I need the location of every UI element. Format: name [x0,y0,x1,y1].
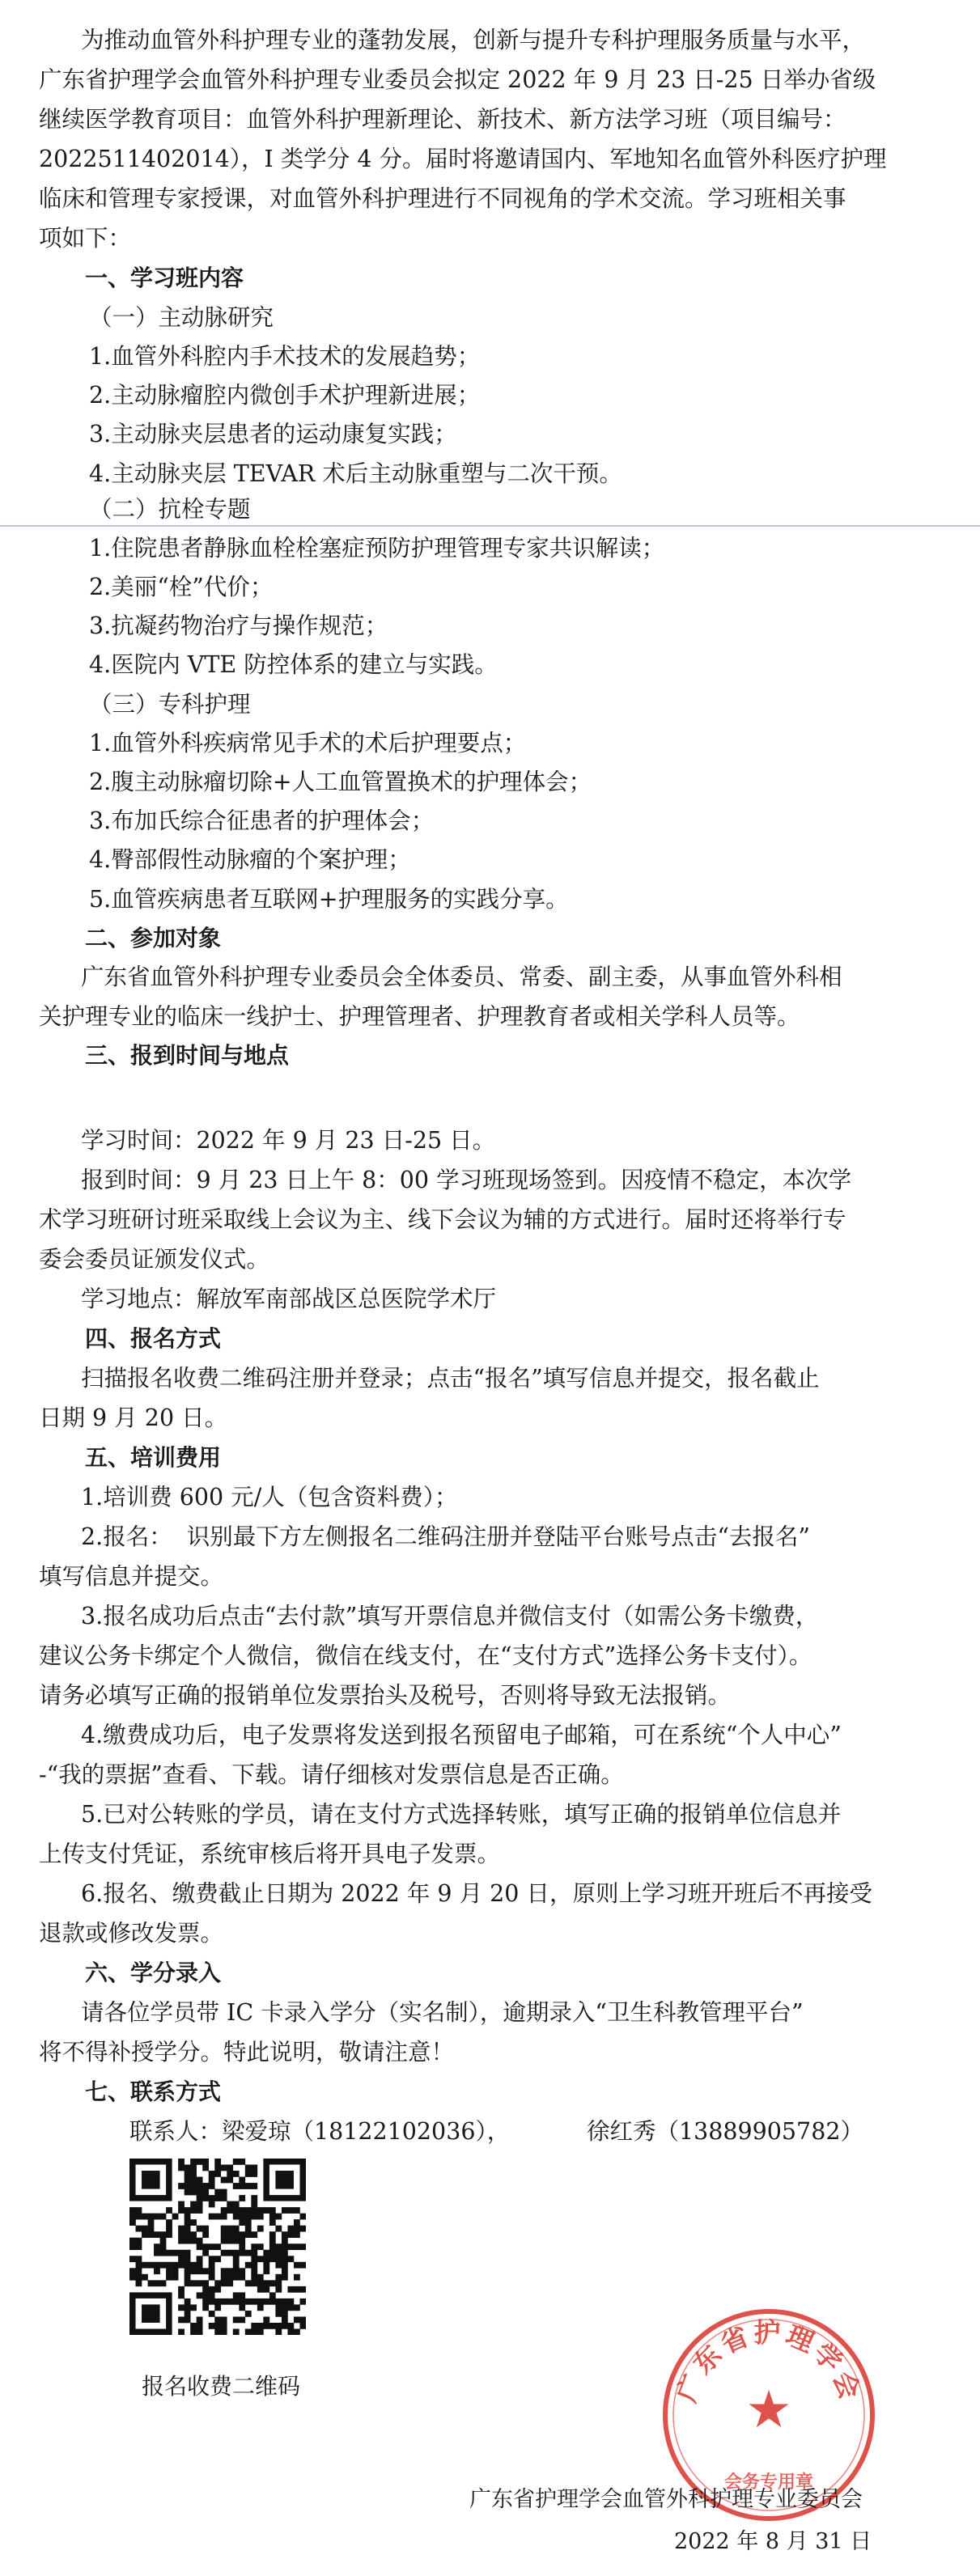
paragraph-line: 4.缴费成功后，电子发票将发送到报名预留电子邮箱，可在系统“个人中心” [81,1722,842,1748]
paragraph-line: 2.报名： 识别最下方左侧报名二维码注册并登陆平台账号点击“去报名” [81,1523,810,1550]
qr-label: 报名收费二维码 [142,2373,301,2400]
section-heading: 七、联系方式 [85,2078,222,2105]
paragraph-line: 请务必填写正确的报销单位发票抬头及税号，否则将导致无法报销。 [39,1682,732,1709]
paragraph-line: 将不得补授学分。特此说明，敬请注意！ [39,2039,455,2065]
paragraph-line: 日期 9 月 20 日。 [39,1405,228,1431]
contact-person-1: 联系人：梁爱琼（18122102036）， [129,2118,511,2145]
intro-line: 2022511402014），I 类学分 4 分。届时将邀请国内、军地知名血管外科医疗护理 [39,146,887,172]
paragraph-line: -“我的票据”查看、下载。请仔细核对发票信息是否正确。 [39,1761,624,1788]
seal-star-icon: ★ [745,2380,792,2440]
list-item: 3.布加氏综合征患者的护理体会； [89,807,435,834]
seal-subtitle: 会务专用章 [723,2472,814,2493]
subsection-heading: （二）抗栓专题 [89,496,251,523]
intro-line: 项如下： [39,225,132,252]
intro-line: 为推动血管外科护理专业的蓬勃发展，创新与提升专科护理服务质量与水平， [81,27,866,53]
list-item: 4.主动脉夹层 TEVAR 术后主动脉重塑与二次干预。 [89,460,622,487]
list-item: 2.美丽“栓”代价； [89,574,274,600]
paragraph-line: 退款或修改发票。 [39,1920,224,1947]
intro-line: 广东省护理学会血管外科护理专业委员会拟定 2022 年 9 月 23 日-25 日举办省级 [39,66,876,93]
paragraph-line: 建议公务卡绑定个人微信，微信在线支付，在“支付方式”选择公务卡支付）。 [39,1642,812,1669]
section-heading: 二、参加对象 [85,925,222,951]
fee-item: 1.培训费 600 元/人（包含资料费）； [81,1484,458,1510]
list-item: 1.血管外科腔内手术技术的发展趋势； [89,343,481,370]
intro-line: 临床和管理专家授课，对血管外科护理进行不同视角的学术交流。学习班相关事 [39,185,846,212]
paragraph-line: 上传支付凭证，系统审核后将开具电子发票。 [39,1841,501,1867]
paragraph-line: 委会委员证颁发仪式。 [39,1246,270,1273]
section-heading: 五、培训费用 [85,1444,222,1471]
intro-line: 继续医学教育项目：血管外科护理新理论、新技术、新方法学习班（项目编号： [39,106,846,133]
subsection-heading: （一）主动脉研究 [89,304,274,331]
paragraph-line: 报到时间：9 月 23 日上午 8：00 学习班现场签到。因疫情不稳定，本次学 [81,1167,852,1193]
seal-text: 广东省护理学会 [670,2316,868,2407]
subsection-heading: （三）专科护理 [89,691,251,718]
paragraph-line: 广东省血管外科护理专业委员会全体委员、常委、副主委，从事血管外科相 [81,964,842,990]
section-heading: 三、报到时间与地点 [85,1042,290,1069]
qr-finder-pattern [142,2304,160,2323]
qr-code-image [129,2159,306,2335]
section-heading: 一、学习班内容 [85,265,244,291]
signing-organization: 广东省护理学会血管外科护理专业委员会 [469,2487,863,2512]
list-item: 4.臀部假性动脉瘤的个案护理； [89,846,411,873]
qr-finder-pattern [142,2171,160,2189]
paragraph-line: 术学习班研讨班采取线上会议为主、线下会议为辅的方式进行。届时还将举行专 [39,1206,846,1233]
paragraph-line: 请各位学员带 IC 卡录入学分（实名制），逾期录入“卫生科教管理平台” [81,1999,804,2026]
list-item: 2.腹主动脉瘤切除+人工血管置换术的护理体会； [89,769,592,795]
contact-person-2: 徐红秀（13889905782） [587,2118,863,2145]
list-item: 2.主动脉瘤腔内微创手术护理新进展； [89,382,481,409]
paragraph-line: 6.报名、缴费截止日期为 2022 年 9 月 20 日，原则上学习班开班后不再接受 [81,1880,872,1907]
paragraph-line: 3.报名成功后点击“去付款”填写开票信息并微信支付（如需公务卡缴费， [81,1603,819,1629]
list-item: 1.血管外科疾病常见手术的术后护理要点； [89,730,527,756]
study-time: 学习时间：2022 年 9 月 23 日-25 日。 [81,1127,496,1154]
section-heading: 六、学分录入 [85,1960,222,1986]
list-item: 5.血管疾病患者互联网+护理服务的实践分享。 [89,886,569,913]
list-item: 3.主动脉夹层患者的运动康复实践； [89,421,457,447]
qr-finder-pattern [275,2171,294,2189]
signing-date: 2022 年 8 月 31 日 [674,2529,872,2554]
list-item: 4.医院内 VTE 防控体系的建立与实践。 [89,651,498,678]
study-location: 学习地点：解放军南部战区总医院学术厅 [81,1286,497,1312]
paragraph-line: 关护理专业的临床一线护士、护理管理者、护理教育者或相关学科人员等。 [39,1003,800,1030]
section-heading: 四、报名方式 [85,1325,222,1352]
paragraph-line: 填写信息并提交。 [39,1563,224,1590]
list-item: 3.抗凝药物治疗与操作规范； [89,612,388,639]
registration-qr-code[interactable] [129,2159,306,2335]
paragraph-line: 扫描报名收费二维码注册并登录；点击“报名”填写信息并提交，报名截止 [81,1365,820,1392]
paragraph-line: 5.已对公转账的学员，请在支付方式选择转账，填写正确的报销单位信息并 [81,1801,842,1828]
list-item: 1.住院患者静脉血栓栓塞症预防护理管理专家共识解读； [89,535,665,561]
